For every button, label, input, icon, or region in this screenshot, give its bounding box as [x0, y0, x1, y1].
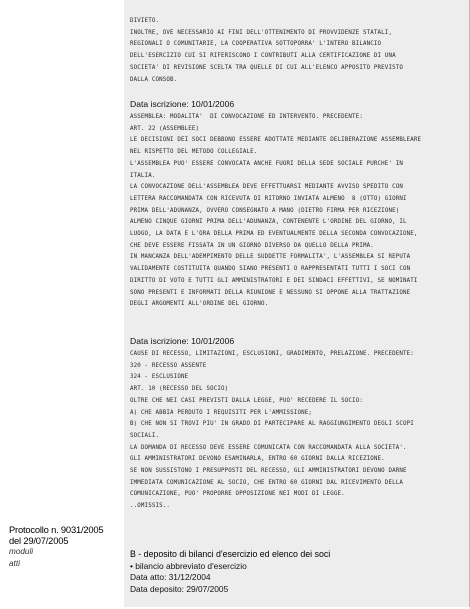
section-text-block	[130, 16, 403, 86]
registration-date-heading: Data iscrizione: 10/01/2006	[130, 336, 235, 346]
section-text-block	[130, 349, 414, 513]
text-line: GLI AMMINISTRATORI DEVONO ESAMINARLA, ENTRO 60 GIORNI DALLA RICEZIONE.	[130, 456, 385, 463]
text-line: CAUSE DI RECESSO, LIMITAZIONI, ESCLUSIONI, GRADIMENTO, PRELAZIONE. PRECEDENTE:	[130, 351, 414, 357]
text-line: A) CHE ABBIA PERDUTO I REQUISITI PER L'AMMISSIONE;	[130, 409, 313, 416]
deposit-act-date: Data atto: 31/12/2004	[130, 572, 211, 582]
text-line: LA DOMANDA DI RECESSO DEVE ESSERE COMUNICATA CON RACCOMANDATA ALLA SOCIETA'.	[130, 444, 407, 451]
text-line: 320 - RECESSO ASSENTE	[130, 362, 207, 369]
text-line: VALIDAMENTE COSTITUITA QUANDO SIANO PRESENTI O RAPPRESENTATI TUTTI I SOCI CON	[130, 266, 411, 273]
text-line: ART. 10 (RECESSO DEL SOCIO)	[130, 386, 229, 393]
text-line: INOLTRE, OVE NECESSARIO AI FINI DELL'OTTENIMENTO DI PROVVIDENZE STATALI,	[130, 29, 393, 36]
section-text-block	[130, 112, 421, 311]
text-line: DELL'ESERCIZIO CUI SI RIFERISCONO I CONTRIBUTI ALLA CERTIFICAZIONE DI UNA	[130, 53, 396, 60]
text-line: SE NON SUSSISTONO I PRESUPPOSTI DEL RECESSO, GLI AMMINISTRATORI DEVONO DARNE	[130, 468, 407, 475]
text-line: LETTERA RACCOMANDATA CON RICEVUTA DI RITORNO INVIATA ALMENO 8 (OTTO) GIORNI	[130, 195, 407, 202]
text-line: ART. 22 (ASSEMBLEE)	[130, 125, 200, 132]
protocol-label-atti: atti	[9, 558, 20, 568]
text-line: 324 - ESCLUSIONE	[130, 374, 189, 381]
text-line: LE DECISIONI DEI SOCI DEBBONO ESSERE ADOTTATE MEDIANTE DELIBERAZIONE ASSEMBLEARE	[130, 137, 422, 144]
text-line: DIRITTO DI VOTO E TUTTI GLI AMMINISTRATORI E DEI SINDACI EFFETTIVI, SE NOMINATI	[130, 277, 418, 284]
text-line: LA CONVOCAZIONE DELL'ASSEMBLEA DEVE EFFETTUARSI MEDIANTE AVVISO SPEDITO CON	[130, 184, 404, 191]
text-line: REGIONALI O COMUNITARIE, LA COOPERATIVA SOTTOPORRA' L'INTERO BILANCIO	[130, 41, 382, 48]
text-line: CHE DEVE ESSERE FISSATA IN UN GIORNO DIVERSO DA QUELLO DELLA PRIMA.	[130, 242, 374, 249]
text-line: OLTRE CHE NEI CASI PREVISTI DALLA LEGGE, PUO' RECEDERE IL SOCIO:	[130, 397, 363, 404]
text-line: B) CHE NON SI TROVI PIU' IN GRADO DI PARTECIPARE AL RAGGIUNGIMENTO DEGLI SCOPI	[130, 421, 414, 428]
text-line: SOCIETA' DI REVISIONE SCELTA TRA QUELLE DI CUI ALL'ELENCO APPOSITO PREVISTO	[130, 64, 404, 71]
text-line: PRIMA DELL'ADUNANZA, OVVERO CONSEGNATO A MANO (DIETRO FIRMA PER RICEZIONE)	[130, 207, 400, 214]
text-line: SOCIALI.	[130, 432, 160, 439]
text-line: ..OMISSIS..	[130, 503, 171, 510]
text-line: DIVIETO.	[130, 18, 160, 24]
text-line: LUOGO, LA DATA E L'ORA DELLA PRIMA ED EVENTUALMENTE DELLA SECONDA CONVOCAZIONE,	[130, 231, 418, 238]
text-line: ALMENO CINQUE GIORNI PRIMA DELL'ADUNANZA, CONTENENTE L'ORDINE DEL GIORNO, IL	[130, 219, 407, 226]
text-line: L'ASSEMBLEA PUO' ESSERE CONVOCATA ANCHE FUORI DELLA SEDE SOCIALE PURCHE' IN	[130, 160, 404, 167]
deposit-date: Data deposito: 29/07/2005	[130, 583, 229, 594]
protocol-label-moduli: moduli	[9, 547, 34, 556]
deposit-block	[130, 549, 330, 595]
text-line: NEL RISPETTO DEL METODO COLLEGIALE.	[130, 149, 258, 156]
registration-date-heading: Data iscrizione: 10/01/2006	[130, 99, 235, 109]
text-line: ITALIA.	[130, 172, 156, 179]
protocol-block	[9, 525, 105, 569]
text-line: COMUNICAZIONE, PUO' PROPORRE OPPOSIZIONE NEI MODI DI LEGGE.	[130, 491, 345, 498]
text-line: IMMEDIATA COMUNICAZIONE AL SOCIO, CHE ENTRO 60 GIORNI DAL RICEVIMENTO DELLA	[130, 479, 404, 486]
protocol-number: Protocollo n. 9031/2005	[9, 524, 104, 535]
text-line: SONO PRESENTI E INFORMATI DELLA RIUNIONE E NESSUNO SI OPPONE ALLA TRATTAZIONE	[130, 289, 411, 296]
left-column	[20, 0, 124, 607]
text-line: DALLA CONSOB.	[130, 76, 178, 83]
text-line: DEGLI ARGOMENTI ALL'ORDINE DEL GIORNO.	[130, 301, 269, 308]
protocol-date: del 29/07/2005	[9, 534, 69, 546]
deposit-type: • bilancio abbreviato d'esercizio	[130, 560, 247, 571]
text-line: ASSEMBLEA: MODALITA' DI CONVOCAZIONE ED INTERVENTO. PRECEDENTE:	[130, 114, 363, 120]
text-line: IN MANCANZA DELL'ADEMPIMENTO DELLE SUDDETTE FORMALITA', L'ASSEMBLEA SI REPUTA	[130, 254, 411, 261]
deposit-title: B - deposito di bilanci d'esercizio ed elenco dei soci	[130, 549, 331, 559]
